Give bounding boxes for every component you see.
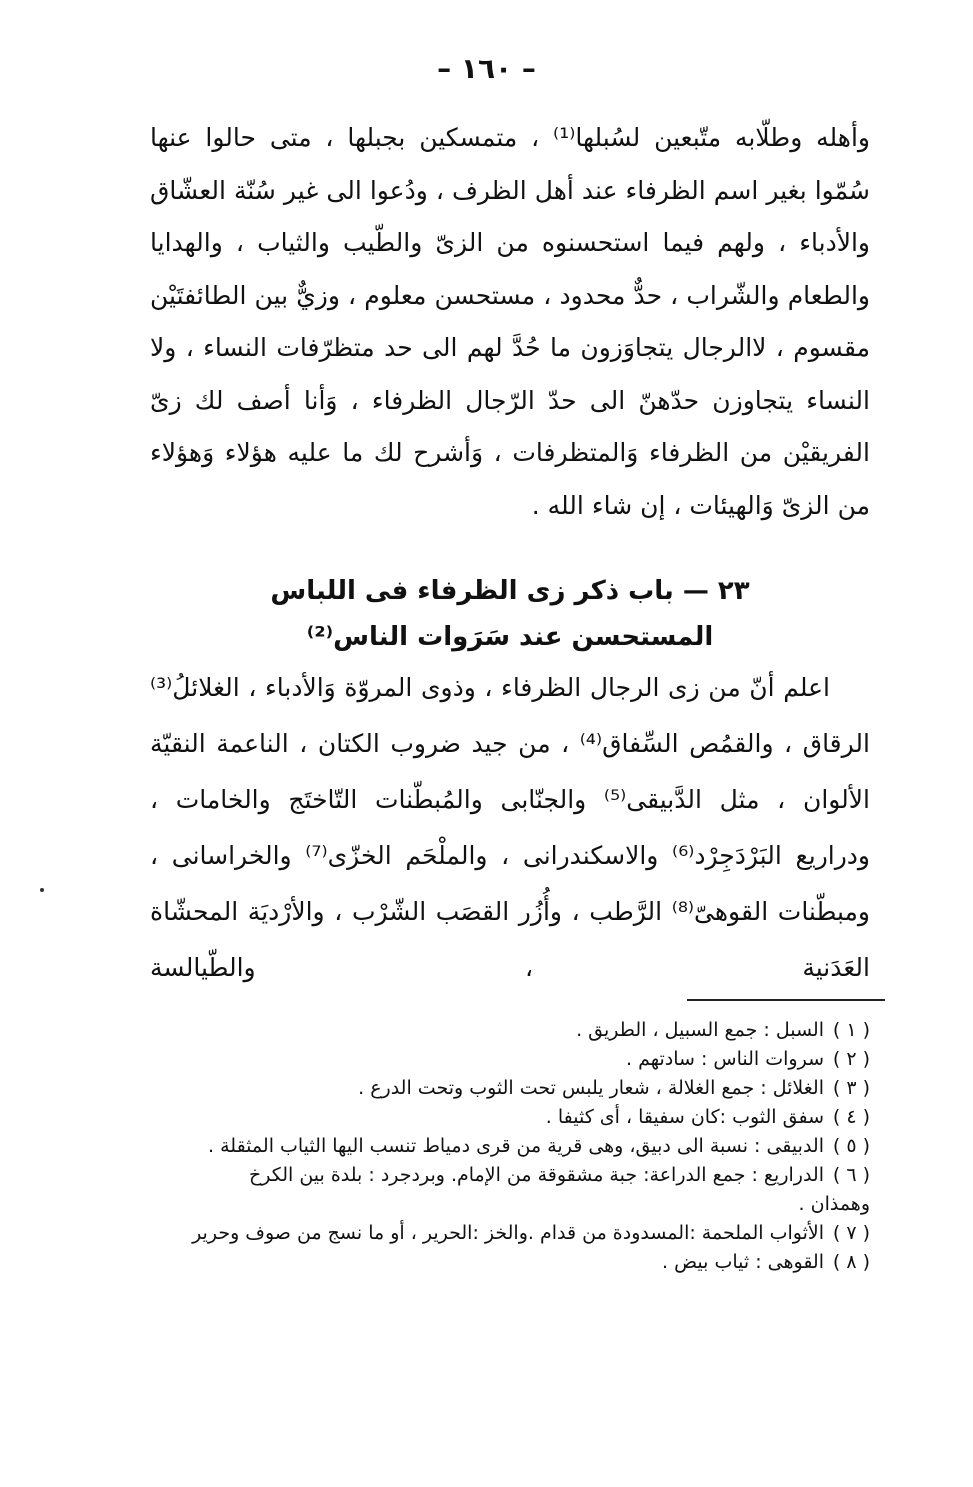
footnote-text: سروات الناس : سادتهم . — [626, 1048, 824, 1070]
footnote-text: السبل : جمع السبيل ، الطريق . — [576, 1019, 824, 1041]
chapter-heading — [150, 568, 870, 660]
footnote — [140, 1248, 870, 1277]
footnote-number: ( ٦ ) — [832, 1164, 870, 1186]
footnote-number: ( ٧ ) — [832, 1222, 870, 1244]
ink-speck — [40, 888, 44, 892]
footnote — [140, 1132, 870, 1161]
chapter-body-block — [150, 660, 870, 996]
footnote-text: الدراريع : جمع الدراعة: جبة مشقوقة من الإمام. وبردجرد : بلدة بين الكرخ — [248, 1164, 824, 1186]
footnote — [140, 1045, 870, 1074]
footnote-text: سفق الثوب :كان سفيقا ، أى كثيفا . — [545, 1106, 824, 1128]
opening-paragraph: وأهله وطلّابه متّبعين لسُبلها⁽¹⁾ ، متمسكين بجبلها ، متى حالوا عنها سُمّوا بغير اسم الظرفاء عند أهل الظرف ، ودُعوا الى غير سُنّة العشّاق والأدباء ، ولهم فيما استحسنوه من الزىّ والطّيب والثياب ، والهدايا والطعام والشّراب ، حدٌّ محدود ، مستحسن معلوم ، وزيٌّ بين الطائفتَيْن مقسوم ، لاالرجال يتجاوَزون ما حُدَّ لهم الى حد متظرّفات النساء ، ولا النساء يتجاوزن حدّهنّ الى حدّ الرّجال الظرفاء ، وَأنا أصف لك زىّ الفريقيْن من الظرفاء وَالمتظرفات ، وَأشرح لك ما عليه هؤلاء وَهؤلاء من الزىّ وَالهيئات ، إن شاء الله . — [150, 123, 870, 520]
footnote-number: ( ٢ ) — [832, 1048, 870, 1070]
footnote — [140, 1219, 870, 1248]
footnote-text: القوهى : ثياب بيض . — [662, 1251, 824, 1273]
footnote — [140, 1103, 870, 1132]
opening-paragraph-block — [150, 112, 870, 532]
footnote-number: ( ١ ) — [832, 1019, 870, 1041]
chapter-paragraph: اعلم أنّ من زى الرجال الظرفاء ، وذوى المروّة وَالأدباء ، الغلائلُ⁽³⁾ الرقاق ، والقمُص السِّفاق⁽⁴⁾ ، من جيد ضروب الكتان ، الناعمة النقيّة الألوان ، مثل الدَّبيقى⁽⁵⁾ والجنّابى والمُبطّنات التّاختَج والخامات ، ودراريع البَرْدَجِرْد⁽⁶⁾ والاسكندرانى ، والملْحَم الخزّى⁽⁷⁾ والخراسانى ، ومبطّنات القوهىّ⁽⁸⁾ الرَّطب ، وأُزُر القصَب الشّرْب ، والأرْديَة المحشّاة العَدَنية ، والطّيالسة — [150, 673, 870, 982]
footnote-text: الدبيقى : نسبة الى دبيق، وهى قرية من قرى دمياط تنسب اليها الثياب المثقلة . — [208, 1135, 824, 1157]
page-number: – ١٦٠ – — [437, 52, 536, 85]
footnote-number: ( ٥ ) — [832, 1135, 870, 1157]
chapter-subtitle: المستحسن عند سَرَوات الناس⁽²⁾ — [306, 622, 714, 652]
footnote-text: الأثواب الملحمة :المسدودة من قدام .والخز :الحرير ، أو ما نسج من صوف وحرير — [192, 1222, 824, 1244]
footnote-number: ( ٤ ) — [832, 1106, 870, 1128]
footnote-separator — [687, 999, 885, 1001]
footnote-continuation: وهمذان . — [798, 1193, 870, 1215]
footnote-text: الغلائل : جمع الغلالة ، شعار يلبس تحت الثوب وتحت الدرع . — [358, 1077, 824, 1099]
chapter-title: ٢٣ — باب ذكر زى الظرفاء فى اللباس — [270, 576, 750, 606]
footnote — [140, 1016, 870, 1045]
footnote-number: ( ٣ ) — [832, 1077, 870, 1099]
footnote-number: ( ٨ ) — [832, 1251, 870, 1273]
footnote — [140, 1074, 870, 1103]
footnote — [140, 1161, 870, 1219]
footnotes — [140, 1016, 870, 1277]
